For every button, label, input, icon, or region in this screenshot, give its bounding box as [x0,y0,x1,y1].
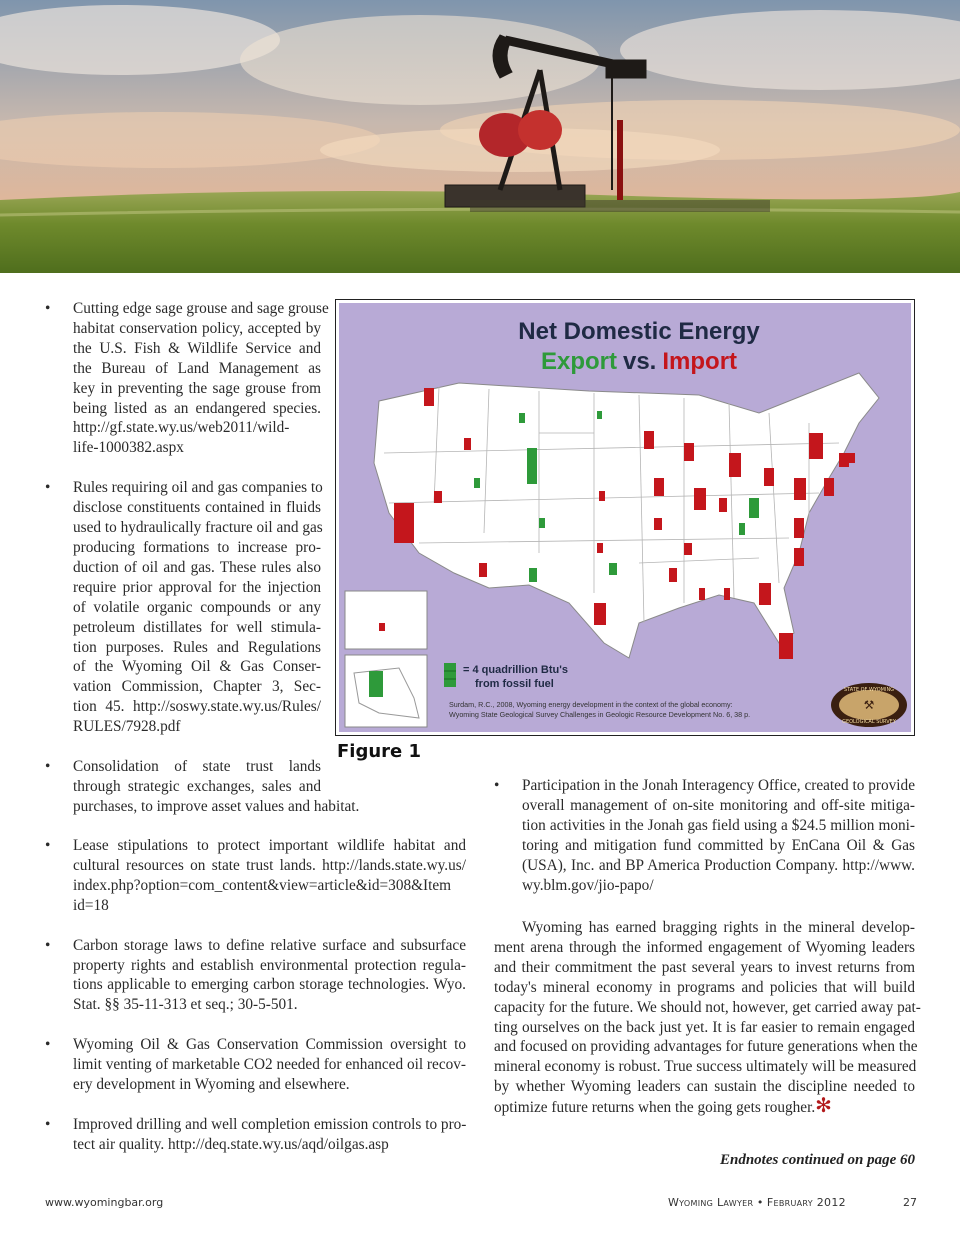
legend-barrel-icon [444,663,456,687]
line: Wyoming Oil & Gas Conservation Commission oversight to [73,1036,466,1054]
line: and their commitment the past several years to invest returns from [494,958,915,976]
legend-text-2: from fossil fuel [475,678,554,690]
export-barrel-icon [597,411,602,419]
left-column-top [45,299,329,737]
us-mainland-shape [374,373,879,658]
import-barrel-icon [597,543,603,553]
import-barrel-icon [599,491,605,501]
bullet-dot: • [45,758,51,775]
seal-hammer-icon: ⚒ [863,698,875,712]
wyoming-geological-survey-seal [831,683,907,727]
line: Consolidation of state trust lands [73,758,321,775]
import-barrel-icon [424,388,434,406]
closing-paragraph [494,918,921,1118]
line: toring and mitigation fund committed by EnCana Oil & Gas [522,836,915,854]
bullet-item [45,299,329,458]
line: by whether Wyoming leaders can sustain the discipline needed to [494,1078,915,1096]
line: today's mineral economy in programs and policies that will build [494,978,915,996]
figure-1 [335,299,915,736]
line: Participation in the Jonah Interagency Office, created to provide [522,777,915,794]
line: ery development in Wyoming and elsewhere. [73,1076,350,1094]
export-barrel-icon [474,478,480,488]
line: tion 45. http://soswy.state.wy.us/Rules/ [73,698,321,716]
right-column [494,776,915,895]
import-barrel-icon [719,498,727,512]
end-mark-icon: ✻ [815,1095,832,1118]
line: Lease stipulations to protect important wildlife habitat and [73,837,466,854]
line: (USA), Inc. and BP America Production Company. http://www. [522,856,915,874]
line: disclose constituents contained in fluids [73,499,321,517]
import-barrel-icon [464,438,471,450]
import-barrel-icon [434,491,442,503]
footer-publication [668,1196,846,1209]
import-barrel-icon [394,503,414,543]
line [494,1097,915,1118]
publication-name: Wyoming Lawyer [668,1196,754,1209]
line: ting ourselves on the back just yet. It is far easier to remain engaged [494,1018,915,1036]
us-energy-map [339,303,910,731]
line: habitat conservation policy, accepted by [73,319,321,337]
bullet-item [494,776,915,895]
line: capacity for the future. We should not, however, get carried away pat- [494,998,921,1016]
line: key in preventing the sage grouse from [73,379,321,397]
bullet-dot: • [45,936,51,954]
bullet-dot: • [45,837,51,854]
figure-subtitle [541,348,737,375]
bullet-item [45,478,321,737]
export-barrel-icon [519,413,525,423]
import-barrel-icon [779,633,793,659]
import-barrel-icon [824,478,834,496]
import-barrel-icon [809,433,823,459]
line: the Bureau of Land Management as [73,359,321,377]
import-barrel-icon [654,518,662,530]
import-barrel-icon [724,588,730,600]
import-barrel-icon [849,453,855,463]
export-barrel-icon [527,448,537,484]
line: cultural resources on state trust lands. http://lands.state.wy.us/ [73,856,466,874]
line: Wyoming has earned bragging rights in the mineral develop- [522,919,915,936]
import-barrel-icon [794,478,806,500]
endnotes-note: Endnotes continued on page 60 [719,1152,915,1168]
line: Improved drilling and well completion emission controls to pro- [73,1115,467,1133]
left-column-consolidation [45,757,465,817]
energy-map-panel [339,303,911,732]
import-barrel-icon [839,453,849,467]
line-text: optimize future returns when the going gets rougher. [494,1099,816,1117]
left-column-bottom [45,836,466,1155]
line: tions applicable to emerging carbon storage technologies. Wyo. [73,976,466,994]
separator: • [756,1196,764,1209]
line: index.php?option=com_content&view=article&id=308&Item [73,876,452,894]
export-barrel-icon [739,523,745,535]
citation-line-2: Wyoming State Geological Survey Challenges in Geologic Resource Development No. 6, 38 p. [449,710,751,719]
export-barrel-icon [369,671,383,697]
line: of volatile organic compounds or any [73,598,321,616]
seal-text-top: STATE OF WYOMING [843,687,895,693]
line: id=18 [73,896,109,914]
vs-word: vs. [622,348,657,375]
line: require prior approval for the injection [73,578,321,596]
bullet-item [45,1115,466,1155]
bullet-dot: • [45,479,51,497]
line: RULES/7928.pdf [73,718,181,736]
line: producing formations to increase pro- [73,538,321,556]
line: mineral economy is robust. True success ultimately will be measured [494,1058,917,1076]
line: Cutting edge sage grouse and sage grouse [73,300,329,317]
line: through strategic exchanges, sales and [73,777,321,795]
export-barrel-icon [609,563,617,575]
line: of the Wyoming Oil & Gas Conser- [73,658,321,676]
line: used to hydraulically fracture oil and gas [73,519,323,537]
hawaii-inset [345,591,427,649]
import-barrel-icon [794,548,804,566]
import-word: Import [662,348,738,375]
export-word: Export [540,348,617,375]
import-barrel-icon [379,623,385,631]
line: and focused on providing advantages for future generations when the [494,1038,918,1056]
import-barrel-icon [479,563,487,577]
line: purchases, to improve asset values and habitat. [73,797,360,815]
import-barrel-icon [764,468,774,486]
import-barrel-icon [684,443,694,461]
line: being listed as an endangered species. [73,399,321,417]
issue-date: February 2012 [766,1196,846,1209]
import-barrel-icon [669,568,677,582]
line: Carbon storage laws to define relative surface and subsurface [73,936,466,954]
import-barrel-icon [594,603,606,625]
import-barrel-icon [644,431,654,449]
import-barrel-icon [694,488,706,510]
import-barrel-icon [759,583,771,605]
import-barrel-icon [654,478,664,496]
export-barrel-icon [539,518,545,528]
import-barrel-icon [684,543,692,555]
figure-title: Net Domestic Energy [518,318,760,345]
export-barrel-icon [529,568,537,582]
line: vation Commission, Chapter 3, Sec- [73,678,321,696]
line: limit venting of marketable CO2 needed for enhanced oil recov- [73,1056,466,1074]
bullet-dot: • [45,300,51,317]
line: tion activities in the Jonah gas field using a $24.5 million moni- [522,816,915,834]
line: duction of oil and gas. These rules also [73,558,321,576]
line: property rights and establish environmental protection regula- [73,956,466,974]
line: Rules requiring oil and gas companies to [73,479,323,497]
import-barrel-icon [699,588,705,600]
pumpjack-landscape-photo [0,0,960,273]
line: tect air quality. http://deq.state.wy.us/aqd/oilgas.asp [73,1135,389,1153]
line: ment arena through the informed engagement of Wyoming leaders [494,938,915,956]
line: petroleum distillates for well stimula- [73,618,321,636]
line: Stat. §§ 35-11-313 et seq.; 30-5-501. [73,996,298,1014]
import-barrel-icon [729,453,741,477]
line: overall management of on-site monitoring and off-site mitiga- [522,796,915,814]
bullet-dot: • [45,1036,51,1054]
hero-photo [0,0,960,273]
line: life-1000382.aspx [73,439,184,457]
line: the U.S. Fish & Wildlife Service and [73,339,321,357]
bullet-dot: • [494,777,500,794]
line: wy.blm.gov/jio-papo/ [522,876,654,894]
page-number: 27 [903,1196,917,1209]
bullet-item [45,757,465,817]
citation-line-1: Surdam, R.C., 2008, Wyoming energy development in the context of the global economy: [449,700,733,709]
bullet-item [45,1035,466,1095]
figure-caption: Figure 1 [337,741,422,762]
line: http://gf.state.wy.us/web2011/wild- [73,419,290,437]
bullet-item [45,836,466,916]
bullet-dot: • [45,1115,51,1133]
import-barrel-icon [794,518,804,538]
export-barrel-icon [749,498,759,518]
seal-text-bottom: GEOLOGICAL SURVEY [842,719,896,725]
footer-website[interactable]: www.wyomingbar.org [45,1196,164,1209]
bullet-item [45,936,466,1016]
legend-text-1: = 4 quadrillion Btu's [463,664,568,676]
line: tion purposes. Rules and Regulations [73,638,321,656]
